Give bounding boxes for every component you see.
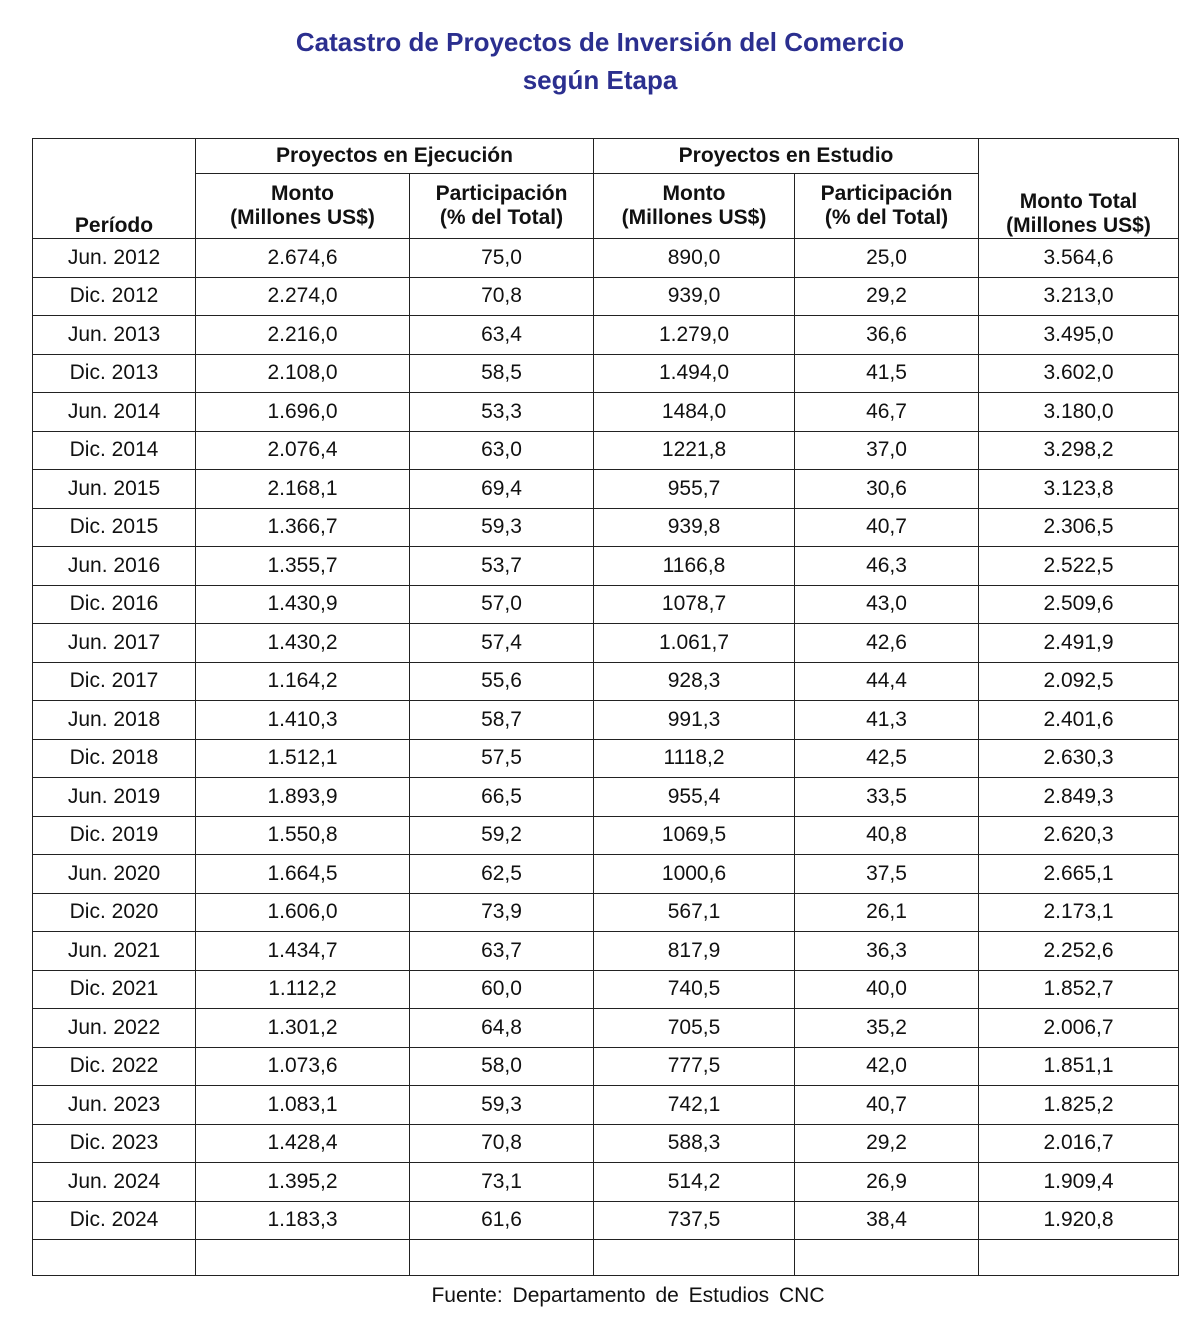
cell-estudio-participacion: 46,7 — [795, 393, 979, 432]
table-row — [33, 739, 1179, 778]
cell-periodo: Jun. 2014 — [33, 393, 196, 432]
cell-ejecucion-monto: 2.108,0 — [196, 354, 410, 393]
cell-estudio-participacion: 41,5 — [795, 354, 979, 393]
table-row — [33, 393, 1179, 432]
empty-cell — [979, 1240, 1179, 1276]
monto-header-line1: Monto — [662, 182, 726, 205]
table-body — [33, 239, 1179, 1276]
cell-ejecucion-monto: 1.301,2 — [196, 1009, 410, 1048]
table-row — [33, 893, 1179, 932]
cell-periodo: Jun. 2024 — [33, 1163, 196, 1202]
cell-estudio-participacion: 40,0 — [795, 970, 979, 1009]
cell-ejecucion-participacion: 70,8 — [410, 1124, 594, 1163]
table-row — [33, 1201, 1179, 1240]
investment-projects-table — [32, 138, 1179, 1276]
cell-estudio-monto: 567,1 — [594, 893, 795, 932]
table-row — [33, 585, 1179, 624]
cell-ejecucion-monto: 2.274,0 — [196, 277, 410, 316]
cell-estudio-monto: 890,0 — [594, 239, 795, 278]
empty-table-row — [33, 1240, 1179, 1276]
cell-periodo: Jun. 2013 — [33, 316, 196, 355]
empty-cell — [410, 1240, 594, 1276]
cell-periodo: Jun. 2017 — [33, 624, 196, 663]
monto-header-line2: (Millones US$) — [621, 206, 767, 229]
cell-ejecucion-monto: 1.395,2 — [196, 1163, 410, 1202]
cell-estudio-participacion: 43,0 — [795, 585, 979, 624]
cell-monto-total: 1.909,4 — [979, 1163, 1179, 1202]
cell-estudio-participacion: 26,9 — [795, 1163, 979, 1202]
cell-ejecucion-participacion: 57,0 — [410, 585, 594, 624]
cell-periodo: Jun. 2023 — [33, 1086, 196, 1125]
cell-monto-total: 2.509,6 — [979, 585, 1179, 624]
cell-estudio-monto: 1.494,0 — [594, 354, 795, 393]
cell-ejecucion-participacion: 59,2 — [410, 816, 594, 855]
table-row — [33, 316, 1179, 355]
cell-monto-total: 2.491,9 — [979, 624, 1179, 663]
part-header-line2: (% del Total) — [824, 206, 949, 229]
cell-estudio-monto: 991,3 — [594, 701, 795, 740]
cell-estudio-monto: 939,0 — [594, 277, 795, 316]
cell-ejecucion-participacion: 59,3 — [410, 508, 594, 547]
cell-estudio-participacion: 29,2 — [795, 1124, 979, 1163]
table-row — [33, 508, 1179, 547]
cell-estudio-monto: 928,3 — [594, 662, 795, 701]
group-header-estudio: Proyectos en Estudio — [594, 139, 979, 174]
monto-header-line1: Monto — [271, 182, 334, 205]
table-row — [33, 239, 1179, 278]
cell-ejecucion-monto: 1.112,2 — [196, 970, 410, 1009]
cell-ejecucion-monto: 1.430,9 — [196, 585, 410, 624]
column-header-periodo: Período — [33, 139, 196, 239]
table-row — [33, 1047, 1179, 1086]
cell-ejecucion-monto: 1.428,4 — [196, 1124, 410, 1163]
cell-estudio-monto: 742,1 — [594, 1086, 795, 1125]
cell-periodo: Dic. 2023 — [33, 1124, 196, 1163]
cell-monto-total: 2.630,3 — [979, 739, 1179, 778]
cell-periodo: Dic. 2020 — [33, 893, 196, 932]
cell-monto-total: 2.522,5 — [979, 547, 1179, 586]
column-header-estudio-monto — [594, 174, 795, 239]
cell-ejecucion-monto: 1.164,2 — [196, 662, 410, 701]
cell-periodo: Jun. 2019 — [33, 778, 196, 817]
cell-monto-total: 2.401,6 — [979, 701, 1179, 740]
cell-ejecucion-participacion: 69,4 — [410, 470, 594, 509]
document-title-line1: Catastro de Proyectos de Inversión del Comercio — [295, 27, 905, 57]
cell-estudio-participacion: 36,6 — [795, 316, 979, 355]
table-row — [33, 932, 1179, 971]
cell-ejecucion-monto: 1.366,7 — [196, 508, 410, 547]
cell-ejecucion-monto: 1.410,3 — [196, 701, 410, 740]
cell-ejecucion-monto: 2.216,0 — [196, 316, 410, 355]
cell-ejecucion-participacion: 53,3 — [410, 393, 594, 432]
cell-ejecucion-participacion: 63,0 — [410, 431, 594, 470]
cell-monto-total: 1.852,7 — [979, 970, 1179, 1009]
cell-periodo: Jun. 2020 — [33, 855, 196, 894]
cell-estudio-monto: 737,5 — [594, 1201, 795, 1240]
cell-monto-total: 2.252,6 — [979, 932, 1179, 971]
cell-estudio-monto: 955,4 — [594, 778, 795, 817]
cell-ejecucion-monto: 1.664,5 — [196, 855, 410, 894]
cell-ejecucion-monto: 1.430,2 — [196, 624, 410, 663]
cell-periodo: Dic. 2022 — [33, 1047, 196, 1086]
cell-estudio-monto: 955,7 — [594, 470, 795, 509]
table-row — [33, 1009, 1179, 1048]
cell-ejecucion-participacion: 63,7 — [410, 932, 594, 971]
source-note: Fuente: Departamento de Estudios CNC — [431, 1284, 825, 1307]
cell-estudio-participacion: 42,5 — [795, 739, 979, 778]
cell-periodo: Dic. 2024 — [33, 1201, 196, 1240]
cell-periodo: Dic. 2019 — [33, 816, 196, 855]
cell-ejecucion-participacion: 73,1 — [410, 1163, 594, 1202]
cell-monto-total: 2.006,7 — [979, 1009, 1179, 1048]
cell-estudio-participacion: 40,8 — [795, 816, 979, 855]
table-row — [33, 778, 1179, 817]
cell-estudio-participacion: 46,3 — [795, 547, 979, 586]
cell-periodo: Dic. 2012 — [33, 277, 196, 316]
cell-periodo: Jun. 2015 — [33, 470, 196, 509]
table-row — [33, 1163, 1179, 1202]
cell-estudio-monto: 939,8 — [594, 508, 795, 547]
cell-estudio-participacion: 37,0 — [795, 431, 979, 470]
cell-estudio-participacion: 26,1 — [795, 893, 979, 932]
cell-periodo: Dic. 2021 — [33, 970, 196, 1009]
cell-ejecucion-monto: 1.434,7 — [196, 932, 410, 971]
cell-ejecucion-participacion: 73,9 — [410, 893, 594, 932]
table-row — [33, 354, 1179, 393]
cell-estudio-monto: 740,5 — [594, 970, 795, 1009]
cell-ejecucion-monto: 1.355,7 — [196, 547, 410, 586]
column-header-monto-total — [979, 139, 1179, 239]
table-row — [33, 431, 1179, 470]
cell-estudio-monto: 514,2 — [594, 1163, 795, 1202]
empty-cell — [594, 1240, 795, 1276]
cell-ejecucion-monto: 1.512,1 — [196, 739, 410, 778]
cell-ejecucion-monto: 1.550,8 — [196, 816, 410, 855]
cell-monto-total: 2.016,7 — [979, 1124, 1179, 1163]
cell-estudio-participacion: 38,4 — [795, 1201, 979, 1240]
cell-ejecucion-monto: 1.696,0 — [196, 393, 410, 432]
cell-ejecucion-participacion: 66,5 — [410, 778, 594, 817]
cell-monto-total: 3.298,2 — [979, 431, 1179, 470]
cell-periodo: Dic. 2018 — [33, 739, 196, 778]
cell-estudio-participacion: 35,2 — [795, 1009, 979, 1048]
cell-estudio-monto: 1078,7 — [594, 585, 795, 624]
table-row — [33, 1086, 1179, 1125]
cell-monto-total: 3.180,0 — [979, 393, 1179, 432]
cell-ejecucion-monto: 2.168,1 — [196, 470, 410, 509]
cell-monto-total: 2.173,1 — [979, 893, 1179, 932]
part-header-line1: Participación — [820, 182, 953, 205]
cell-estudio-monto: 588,3 — [594, 1124, 795, 1163]
cell-monto-total: 3.495,0 — [979, 316, 1179, 355]
cell-periodo: Dic. 2013 — [33, 354, 196, 393]
cell-periodo: Jun. 2012 — [33, 239, 196, 278]
cell-ejecucion-monto: 1.606,0 — [196, 893, 410, 932]
cell-estudio-participacion: 37,5 — [795, 855, 979, 894]
total-header-line2: (Millones US$) — [1006, 214, 1151, 237]
part-header-line1: Participación — [435, 182, 568, 205]
cell-monto-total: 2.620,3 — [979, 816, 1179, 855]
column-header-ejecucion-participacion — [410, 174, 594, 239]
cell-monto-total: 1.825,2 — [979, 1086, 1179, 1125]
table-row — [33, 970, 1179, 1009]
cell-periodo: Jun. 2022 — [33, 1009, 196, 1048]
table-row — [33, 662, 1179, 701]
cell-estudio-participacion: 44,4 — [795, 662, 979, 701]
column-header-ejecucion-monto — [196, 174, 410, 239]
table-header-group-row — [33, 139, 1179, 174]
cell-monto-total: 2.306,5 — [979, 508, 1179, 547]
cell-ejecucion-participacion: 58,7 — [410, 701, 594, 740]
cell-periodo: Dic. 2014 — [33, 431, 196, 470]
cell-estudio-monto: 1.061,7 — [594, 624, 795, 663]
cell-ejecucion-participacion: 58,5 — [410, 354, 594, 393]
cell-estudio-participacion: 41,3 — [795, 701, 979, 740]
cell-estudio-monto: 1484,0 — [594, 393, 795, 432]
cell-monto-total: 3.213,0 — [979, 277, 1179, 316]
cell-ejecucion-monto: 1.073,6 — [196, 1047, 410, 1086]
cell-estudio-monto: 1000,6 — [594, 855, 795, 894]
cell-ejecucion-participacion: 57,4 — [410, 624, 594, 663]
cell-monto-total: 1.851,1 — [979, 1047, 1179, 1086]
group-header-ejecucion: Proyectos en Ejecución — [196, 139, 594, 174]
cell-estudio-monto: 1166,8 — [594, 547, 795, 586]
table-row — [33, 624, 1179, 663]
cell-ejecucion-participacion: 57,5 — [410, 739, 594, 778]
empty-cell — [795, 1240, 979, 1276]
cell-monto-total: 1.920,8 — [979, 1201, 1179, 1240]
table-row — [33, 547, 1179, 586]
cell-monto-total: 3.564,6 — [979, 239, 1179, 278]
table-row — [33, 1124, 1179, 1163]
monto-header-line2: (Millones US$) — [230, 206, 375, 229]
cell-ejecucion-participacion: 60,0 — [410, 970, 594, 1009]
empty-cell — [196, 1240, 410, 1276]
cell-estudio-participacion: 33,5 — [795, 778, 979, 817]
cell-monto-total: 3.602,0 — [979, 354, 1179, 393]
cell-estudio-participacion: 36,3 — [795, 932, 979, 971]
cell-ejecucion-participacion: 58,0 — [410, 1047, 594, 1086]
cell-ejecucion-participacion: 61,6 — [410, 1201, 594, 1240]
cell-estudio-participacion: 25,0 — [795, 239, 979, 278]
cell-estudio-participacion: 42,6 — [795, 624, 979, 663]
cell-estudio-participacion: 29,2 — [795, 277, 979, 316]
part-header-line2: (% del Total) — [439, 206, 564, 229]
cell-periodo: Jun. 2021 — [33, 932, 196, 971]
cell-ejecucion-participacion: 53,7 — [410, 547, 594, 586]
cell-monto-total: 3.123,8 — [979, 470, 1179, 509]
empty-cell — [33, 1240, 196, 1276]
table-row — [33, 701, 1179, 740]
cell-ejecucion-monto: 1.083,1 — [196, 1086, 410, 1125]
cell-estudio-monto: 1069,5 — [594, 816, 795, 855]
table-row — [33, 470, 1179, 509]
cell-ejecucion-participacion: 63,4 — [410, 316, 594, 355]
table-row — [33, 277, 1179, 316]
cell-monto-total: 2.092,5 — [979, 662, 1179, 701]
cell-periodo: Dic. 2015 — [33, 508, 196, 547]
cell-estudio-monto: 705,5 — [594, 1009, 795, 1048]
table-row — [33, 816, 1179, 855]
cell-estudio-monto: 817,9 — [594, 932, 795, 971]
cell-estudio-participacion: 40,7 — [795, 1086, 979, 1125]
cell-monto-total: 2.849,3 — [979, 778, 1179, 817]
cell-estudio-participacion: 42,0 — [795, 1047, 979, 1086]
cell-ejecucion-participacion: 64,8 — [410, 1009, 594, 1048]
cell-periodo: Dic. 2016 — [33, 585, 196, 624]
cell-periodo: Jun. 2018 — [33, 701, 196, 740]
cell-ejecucion-participacion: 62,5 — [410, 855, 594, 894]
cell-estudio-monto: 1221,8 — [594, 431, 795, 470]
cell-ejecucion-monto: 1.183,3 — [196, 1201, 410, 1240]
cell-ejecucion-participacion: 70,8 — [410, 277, 594, 316]
cell-estudio-participacion: 30,6 — [795, 470, 979, 509]
total-header-line1: Monto Total — [1019, 190, 1138, 213]
cell-ejecucion-participacion: 59,3 — [410, 1086, 594, 1125]
table-row — [33, 855, 1179, 894]
cell-monto-total: 2.665,1 — [979, 855, 1179, 894]
document-title-line2: según Etapa — [522, 65, 678, 95]
cell-ejecucion-monto: 1.893,9 — [196, 778, 410, 817]
cell-periodo: Dic. 2017 — [33, 662, 196, 701]
cell-estudio-monto: 777,5 — [594, 1047, 795, 1086]
cell-ejecucion-participacion: 55,6 — [410, 662, 594, 701]
column-header-estudio-participacion — [795, 174, 979, 239]
cell-estudio-participacion: 40,7 — [795, 508, 979, 547]
cell-ejecucion-monto: 2.076,4 — [196, 431, 410, 470]
cell-ejecucion-participacion: 75,0 — [410, 239, 594, 278]
cell-estudio-monto: 1.279,0 — [594, 316, 795, 355]
cell-periodo: Jun. 2016 — [33, 547, 196, 586]
cell-ejecucion-monto: 2.674,6 — [196, 239, 410, 278]
cell-estudio-monto: 1118,2 — [594, 739, 795, 778]
